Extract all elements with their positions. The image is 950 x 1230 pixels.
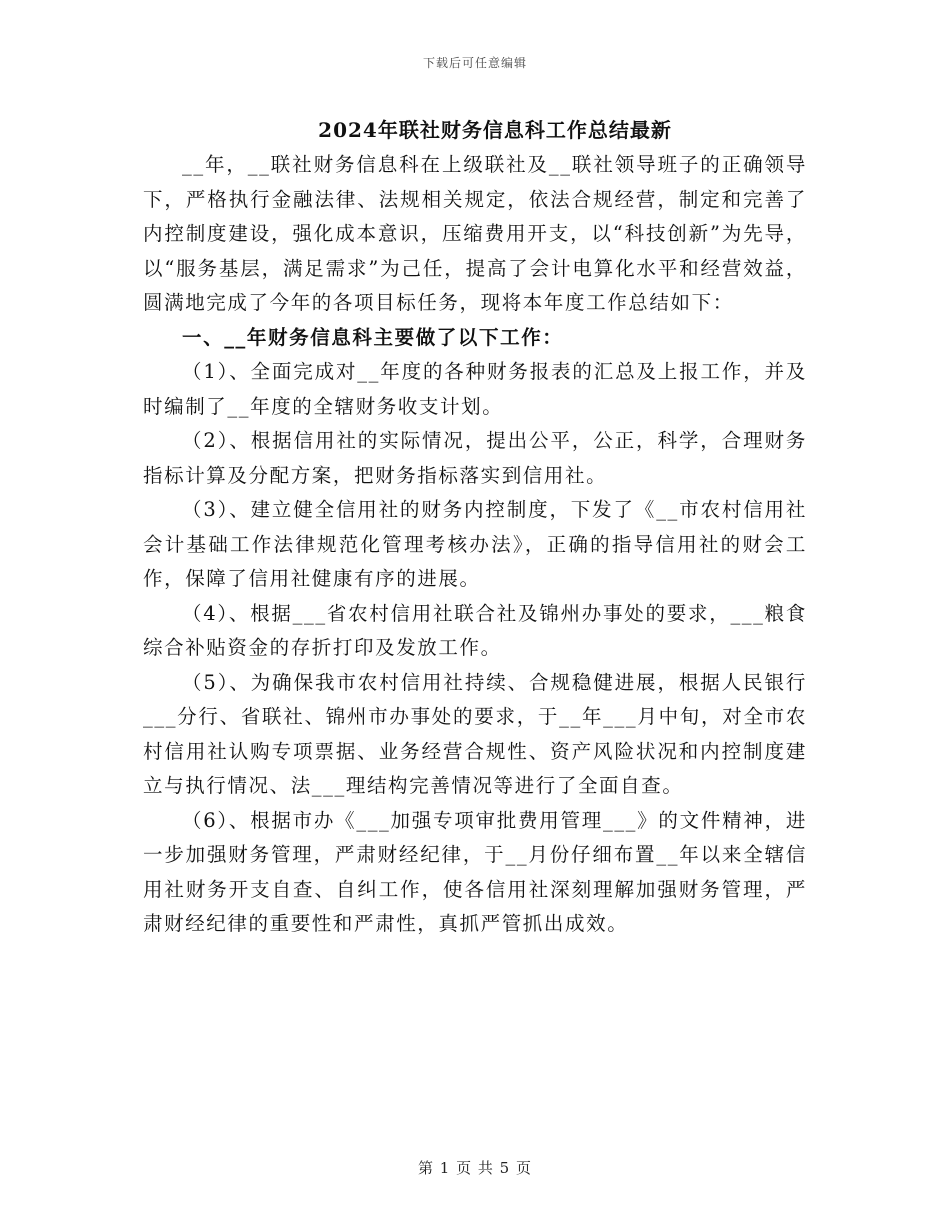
document-title: 2024年联社财务信息科工作总结最新 (318, 118, 672, 142)
work-item-6: （6）、根据市办《___加强专项审批费用管理___》的文件精神，进一步加强财务管理，严肃财经纪律，于__月份仔细布置__年以来全辖信用社财务开支自查、自纠工作，使各信用社深刻理解加强财务管理，严肃财经纪律的重要性和严肃性，真抓严管抓出成效。 (143, 808, 807, 935)
page-number: 第 1 页 共 5 页 (418, 1159, 532, 1177)
page-header-note: 下载后可任意编辑 (422, 56, 527, 70)
work-item-5: （5）、为确保我市农村信用社持续、合规稳健进展，根据人民银行___分行、省联社、锦州市办事处的要求，于__年___月中旬，对全市农村信用社认购专项票据、业务经营合规性、资产风险状况和内控制度建立与执行情况、法___理结构完善情况等进行了全面自查。 (143, 670, 807, 797)
work-item-4: （4）、根据___省农村信用社联合社及锦州办事处的要求，___粮食综合补贴资金的存折打印及发放工作。 (143, 601, 807, 659)
intro-paragraph: __年，__联社财务信息科在上级联社及__联社领导班子的正确领导下，严格执行金融法律、法规相关规定，依法合规经营，制定和完善了内控制度建设，强化成本意识，压缩费用开支，以“科技创新”为先导，以“服务基层，满足需求”为己任，提高了会计电算化水平和经营效益，圆满地完成了今年的各项目标任务，现将本年度工作总结如下： (143, 153, 807, 314)
work-item-2: （2）、根据信用社的实际情况，提出公平，公正，科学，合理财务指标计算及分配方案，把财务指标落实到信用社。 (143, 429, 807, 487)
section-heading: 一、__年财务信息科主要做了以下工作： (182, 325, 564, 349)
work-item-1: （1）、全面完成对__年度的各种财务报表的汇总及上报工作，并及时编制了__年度的全辖财务收支计划。 (143, 360, 807, 418)
work-item-3: （3）、建立健全信用社的财务内控制度，下发了《__市农村信用社会计基础工作法律规范化管理考核办法》，正确的指导信用社的财会工作，保障了信用社健康有序的进展。 (143, 498, 807, 590)
document-body (143, 148, 807, 942)
